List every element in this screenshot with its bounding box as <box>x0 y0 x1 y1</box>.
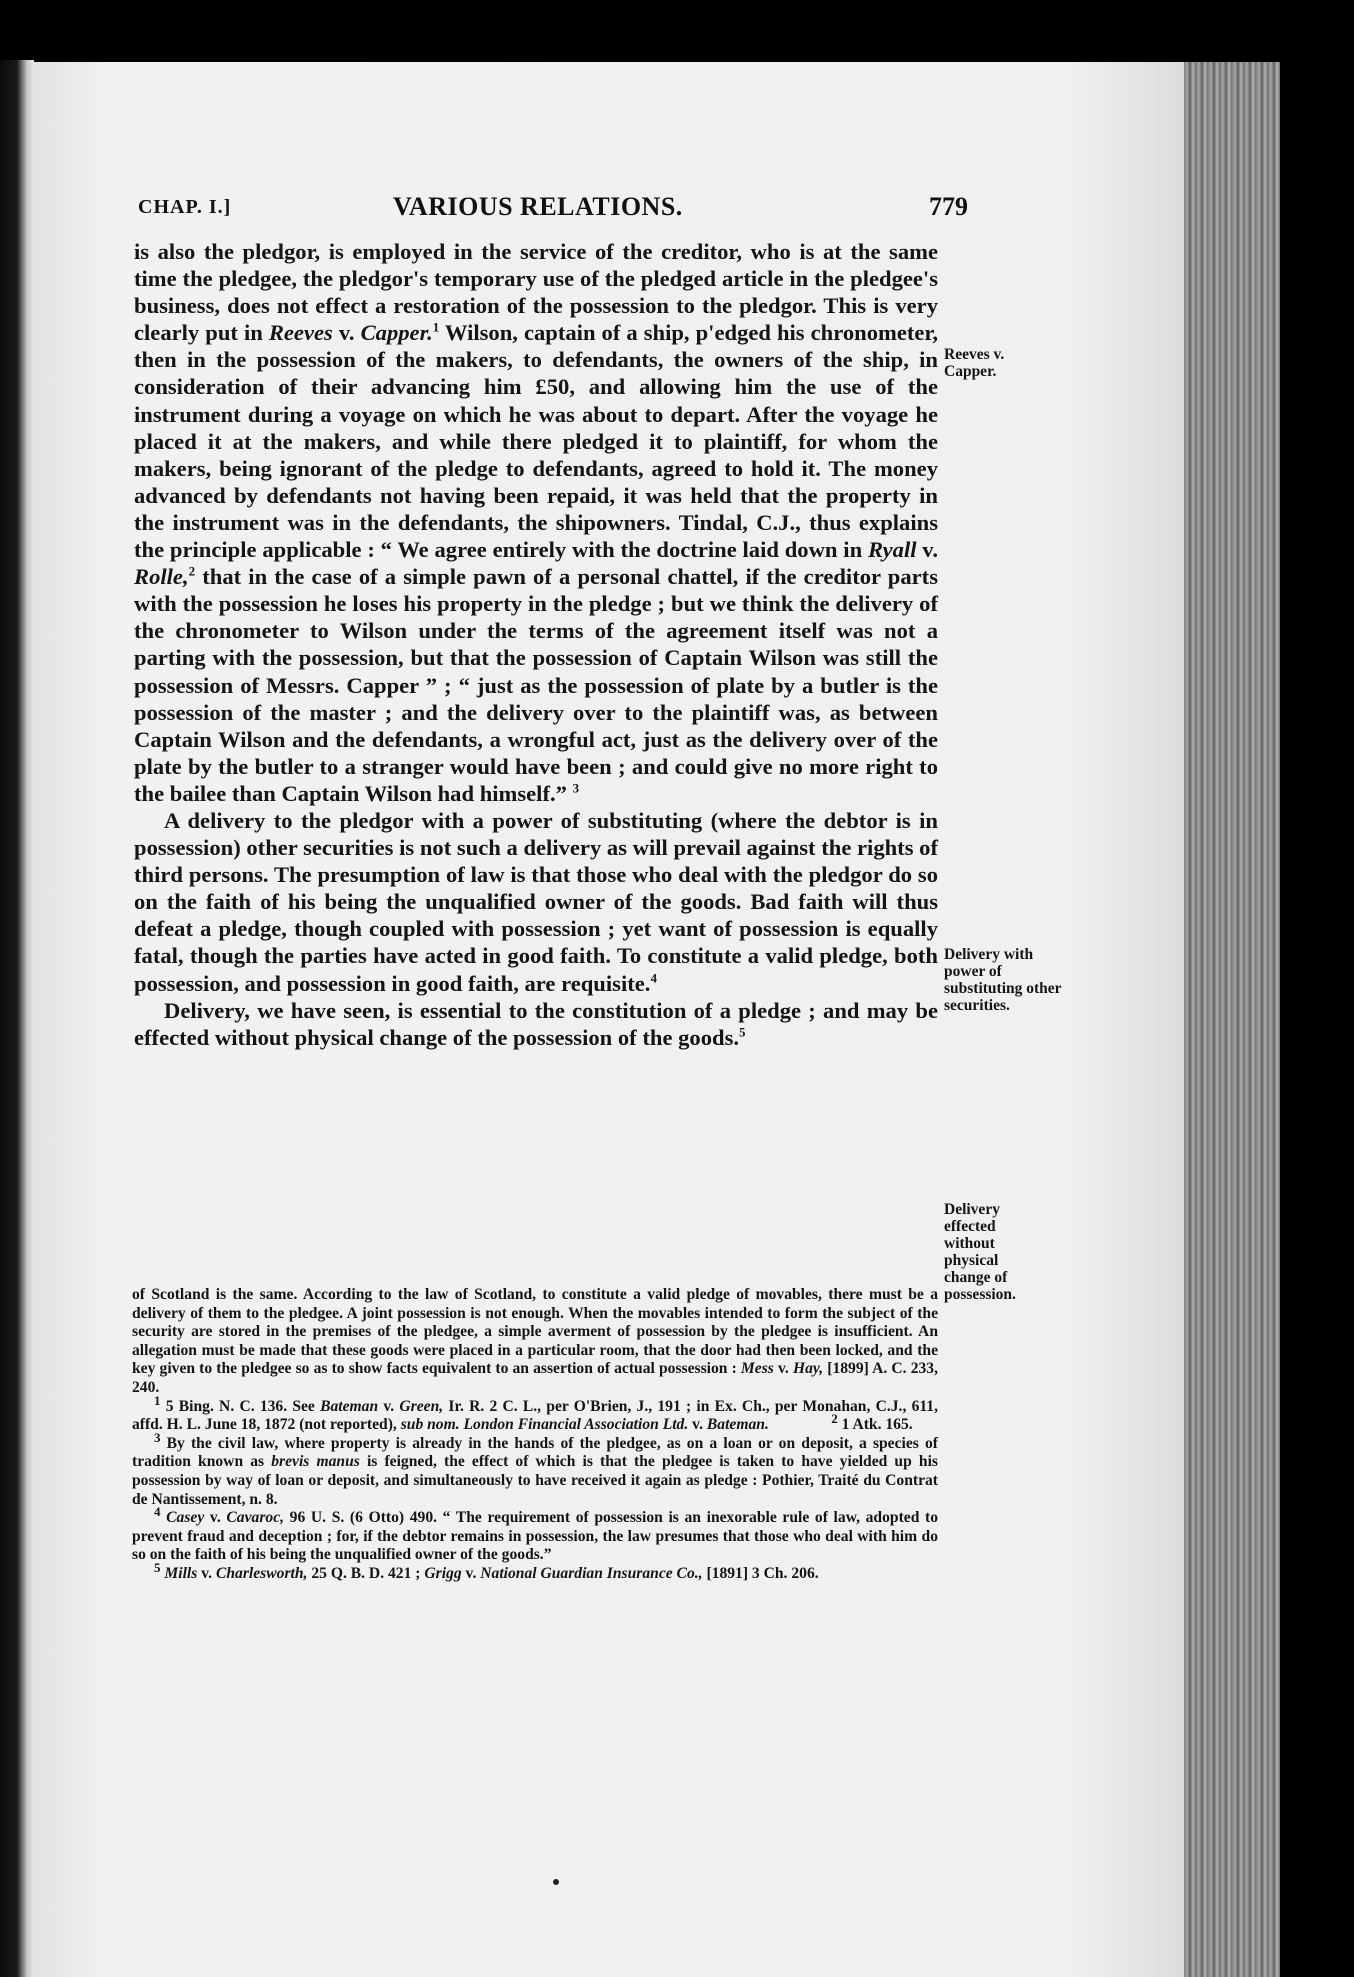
paragraph-1-text-b: Wilson, captain of a ship, p'edged his chronometer, then in the possession of the makers, to defendants, the owners of the ship, in consideration of their advancing him £50, and allowing him the use of the instrument during a voyage on which he was about to depart. After the voyage he placed it at the makers, and while there pledged it to plaintiff, for whom the makers, being ignorant of the pledge to defendants, agreed to hold it. The money advanced by defendants not having been repaid, it was held that the property in the instrument was in the defendants, the shipowners. Tindal, C.J., thus explains the principle applicable : “ We agree entirely with the doctrine laid down in <box>134 320 938 563</box>
chapter-label: CHAP. I.] <box>138 196 232 218</box>
paragraph-2-text: A delivery to the pledgor with a power of substituting (where the debtor is in possession) other securities is not such a delivery as will prevail against the rights of third persons. The presumption of law is that those who deal with the pledgor do so on the faith of his being the unqualified owner of the goods. Bad faith will thus defeat a pledge, though coupled with possession ; yet want of possession is equally fatal, though the parties have acted in good faith. To constitute a valid pledge, both possession, and possession in good faith, are requisite. <box>134 807 938 996</box>
footnote-number: 3 <box>154 1429 161 1445</box>
paragraph-2 <box>134 807 938 997</box>
footnote-4-text: 96 U. S. (6 Otto) 490. “ The requirement of possession is an inexorable rule of law, adopted to prevent fraud and deception ; for, if the debtor remains in possession, the law presumes that those who deal with him do so on the faith of his being the unqualified owner of the goods.” <box>132 1509 938 1564</box>
footnote-ref-2[interactable]: 2 <box>188 563 196 579</box>
case-grigg: Grigg <box>424 1564 462 1582</box>
case-national-guardian: National Guardian Insurance Co., <box>480 1564 703 1582</box>
case-reeves: Reeves <box>268 320 333 346</box>
case-hay: Hay, <box>792 1360 824 1378</box>
scan-border <box>1280 0 1354 1977</box>
margin-note-delivery: Delivery effected without physical change of possession. <box>944 1201 1016 1303</box>
sub-nom: sub nom. London Financial Association Ltd. <box>400 1416 689 1434</box>
case-versus: v. <box>197 1564 216 1582</box>
case-green: Green, <box>399 1397 444 1415</box>
paragraph-1-text-a: is also the pledgor, is employed in the service of the creditor, who is at the same time the pledgee, the pledgor's temporary use of the pledged article in the pledgee's business, does not effect a restoration of the possession to the pledgor. This is very clearly put in <box>134 239 938 346</box>
brevis-manus: brevis manus <box>271 1453 360 1471</box>
case-versus: v. <box>688 1416 707 1434</box>
case-versus: v. <box>461 1564 481 1582</box>
footnote-number: 4 <box>154 1503 161 1519</box>
page-edges <box>1184 62 1280 1977</box>
case-charlesworth: Charlesworth, <box>215 1564 308 1582</box>
case-capper: Capper. <box>360 320 433 346</box>
case-cavaroc: Cavaroc, <box>226 1509 285 1527</box>
footnote-1-text-b: Ir. R. 2 C. L., per O'Brien, J., 191 ; in Ex. Ch., per Monahan, C.J., 611, affd. H. L. June 18, 1872 (not reported), <box>132 1397 938 1434</box>
paragraph-1-text-c: that in the case of a simple pawn of a personal chattel, if the creditor parts with the possession he loses his property in the pledge ; but we think the delivery of the chronometer to Wilson under the terms of the agreement itself was not a parting with the possession, but that the possession of Captain Wilson was still the possession of Messrs. Capper ” ; “ just as the possession of plate by a butler is the possession of the master ; and the delivery over to the plaintiff was, as between Captain Wilson and the defendants, a wrongful act, just as the delivery over of the plate by the butler to a stranger would have been ; and could give no more right to the bailee than Captain Wilson had himself.” <box>134 564 938 806</box>
case-versus: v. <box>332 320 361 346</box>
footnote-3-text-a: By the civil law, where property is already in the hands of the pledgee, as on a loan or on deposit, a species of tradition known as <box>132 1434 938 1471</box>
footnote-continuation <box>132 1286 938 1398</box>
footnote-1 <box>132 1392 938 1435</box>
page-number: 779 <box>929 192 968 221</box>
footnote-4 <box>132 1503 938 1565</box>
footnotes <box>132 1286 938 1584</box>
footnote-number: 2 <box>831 1410 838 1426</box>
paragraph-3-text: Delivery, we have seen, is essential to the constitution of a pledge ; and may be effected without physical change of the possession of the goods. <box>134 997 938 1050</box>
footnote-5-text-a: 25 Q. B. D. 421 ; <box>307 1564 425 1582</box>
footnote-ref-5[interactable]: 5 <box>739 1024 746 1040</box>
paragraph-1 <box>134 238 938 807</box>
footnote-3-text-b: is feigned, the effect of which is that the pledgee is taken to have yielded up his possession by way of loan or deposit, and simultaneously to have received it again as pledge : Pothier, Traité du Contrat de Nantissement, n. 8. <box>132 1453 938 1508</box>
footnote-5-text-b: [1891] 3 Ch. 206. <box>702 1564 819 1582</box>
body-text <box>134 238 938 1051</box>
footnote-3 <box>132 1429 938 1509</box>
paragraph-3 <box>134 997 938 1051</box>
footnote-number: 1 <box>154 1392 161 1408</box>
footnote-ref-3[interactable]: 3 <box>572 780 580 796</box>
case-versus: v. <box>773 1360 793 1378</box>
page-title: VARIOUS RELATIONS. <box>393 192 683 221</box>
footnote-ref-4[interactable]: 4 <box>650 970 657 985</box>
ink-mark <box>553 1879 559 1885</box>
book-left-edge <box>0 60 34 1977</box>
margin-note-reeves: Reeves v. Capper. <box>944 346 1005 380</box>
citation: [1899] A. C. 233, 240. <box>132 1360 938 1396</box>
case-rolle: Rolle, <box>134 564 189 590</box>
case-bateman-2: Bateman. <box>706 1416 769 1434</box>
case-ryall: Ryall <box>867 537 917 563</box>
case-versus: v. <box>204 1509 227 1527</box>
footnote-number: 5 <box>154 1559 161 1575</box>
footnote-1-text-a: 5 Bing. N. C. 136. See <box>160 1397 321 1415</box>
case-mills: Mills <box>164 1564 198 1582</box>
footnote-2-text: 1 Atk. 165. <box>837 1416 913 1434</box>
case-bateman: Bateman <box>320 1397 379 1415</box>
footnote-continuation-text: of Scotland is the same. According to the law of Scotland, to constitute a valid pledge of movables, there must be a delivery of them to the pledgee. A joint possession is not enough. When the movables intended to form the subject of the security are stored in the premises of the pledgee, a simple averment of possession by the pledgee is insufficient. An allegation must be made that these goods were placed in a particular room, that the door had then been locked, and the key given to the pledgee so as to show facts equivalent to an assertion of actual possession : <box>132 1286 938 1378</box>
footnote-5 <box>132 1559 938 1584</box>
case-versus: v. <box>916 537 939 563</box>
case-casey: Casey <box>166 1509 205 1527</box>
margin-note-substituting: Delivery with power of substituting other securities. <box>944 946 1062 1014</box>
case-versus: v. <box>378 1397 400 1415</box>
footnote-ref-1[interactable]: 1 <box>432 319 440 335</box>
case-mess: Mess <box>740 1360 774 1378</box>
